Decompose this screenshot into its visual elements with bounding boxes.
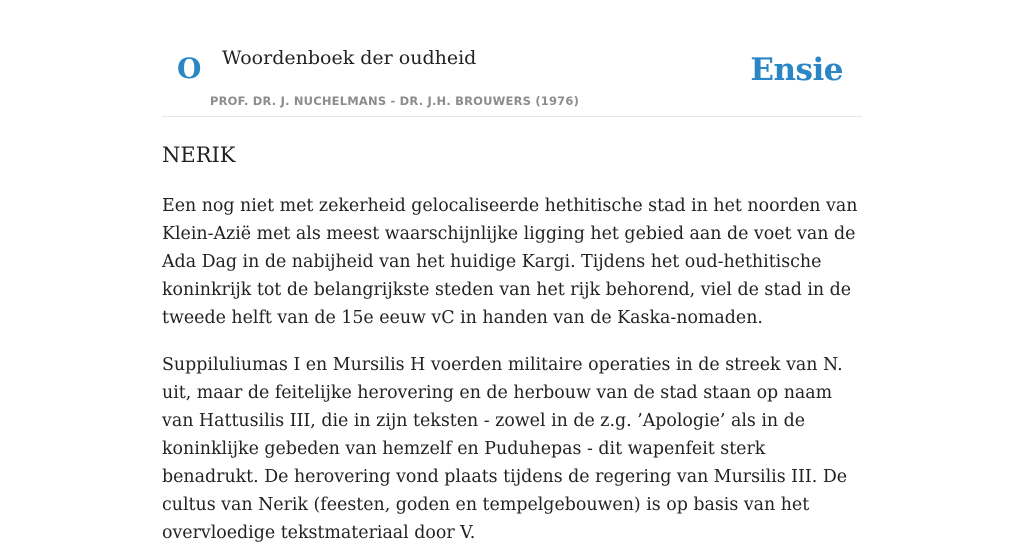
letter-badge[interactable]: O bbox=[177, 52, 202, 85]
article bbox=[162, 137, 862, 547]
paragraph: Suppiluliumas I en Mursilis H voerden militaire operaties in de streek van N. uit, maar de feitelijke herovering en de herbouw van de stad staan op naam van Hattusilis III, die in zijn teksten - zowel in de z.g. ’Apologie’ als in de koninklijke gebeden van hemzelf en Puduhepas - dit wapenfeit sterk benadrukt. De herovering vond plaats tijdens de regering van Mursilis III. De cultus van Nerik (feesten, goden en tempelgebouwen) is op basis van het overvloedige tekstmateriaal door V. bbox=[162, 355, 848, 543]
book-title-link[interactable]: Woordenboek der oudheid bbox=[222, 47, 477, 69]
page-header bbox=[162, 0, 862, 117]
authors-line: PROF. DR. J. NUCHELMANS - DR. J.H. BROUWERS (1976) bbox=[210, 94, 580, 108]
ensie-logo[interactable]: Ensie bbox=[750, 52, 843, 88]
paragraph: Een nog niet met zekerheid gelocaliseerde hethitische stad in het noorden van Klein-Azië met als meest waarschijnlijke ligging het gebied aan de voet van de Ada Dag in de nabijheid van het huidige Kargi. Tijdens het oud-hethitische koninkrijk tot de belangrijkste steden van het rijk behorend, viel de stad in de tweede helft van de 15e eeuw vC in handen van de Kaska-nomaden. bbox=[162, 196, 858, 328]
headword: NERIK bbox=[162, 143, 236, 167]
